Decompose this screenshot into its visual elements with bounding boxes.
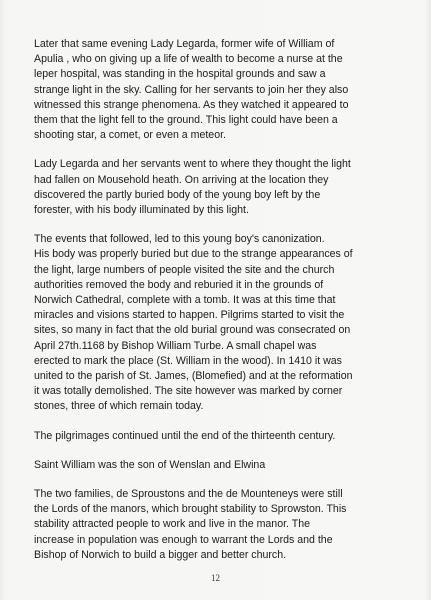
paragraph-pilgrimages: The pilgrimages continued until the end of the thirteenth century.	[34, 429, 336, 442]
paragraph-mousehold-heath: Lady Legarda and her servants went to where they thought the light had fallen on Mousehold heath. On arriving at the location they discovered the partly buried body of the young boy left by the forester, with his body illuminated by this light.	[34, 158, 351, 217]
page-number: 12	[211, 573, 220, 583]
paragraph-saint-william-parents: Saint William was the son of Wenslan and Elwina	[34, 458, 266, 471]
paragraph-two-families: The two families, de Sproustons and the de Mounteneys were still the Lords of the manors, which brought stability to Sprowston. This stability attracted people to work and live in the manor. The increase in population was enough to warrant the Lords and the Bishop of Norwich to build a bigger and better church.	[34, 488, 347, 561]
page-body	[34, 37, 418, 577]
paragraph-lady-legarda-light: Later that same evening Lady Legarda, former wife of William of Apulia , who on giving up a life of wealth to become a nurse at the leper hospital, was standing in the hospital grounds and saw a strange light in the sky. Calling for her servants to join her they also witnessed this strange phenomena. As they watched it appeared to them that the light fell to the ground. This light could have been a shooting star, a comet, or even a meteor.	[34, 38, 349, 142]
paragraph-canonization: The events that followed, led to this young boy's canonization. His body was properly buried but due to the strange appearances of the light, large numbers of people visited the site and the church authorities removed the body and reburied it in the grounds of Norwich Cathedral, complete with a tomb. It was at this time that miracles and visions started to happen. Pilgrims started to visit the sites, so many in fact that the old burial ground was consecrated on April 27th.1168 by Bishop William Turbe. A small chapel was erected to mark the place (St. William in the wood). In 1410 it was united to the parish of St. James, (Blomefied) and at the reformation it was totally demolished. The site however was marked by corner stones, three of which remain today.	[34, 233, 353, 413]
